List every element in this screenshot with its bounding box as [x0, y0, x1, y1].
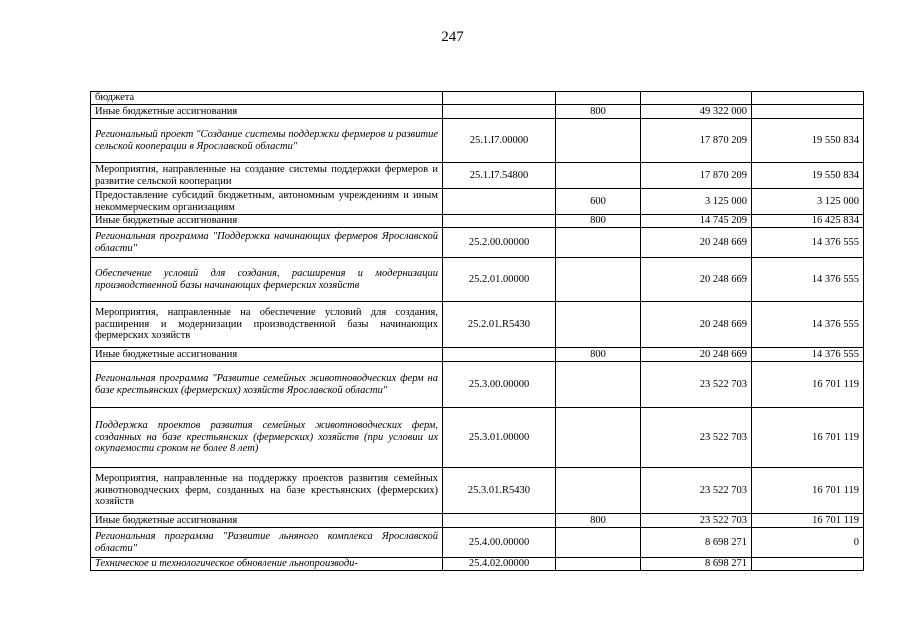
row-code: 25.2.01.R5430: [443, 302, 556, 348]
row-amount-year1: 20 248 669: [641, 302, 752, 348]
row-expense-type: [556, 468, 641, 514]
table-row: [91, 348, 864, 362]
row-code: 25.1.I7.00000: [443, 119, 556, 163]
row-expense-type: 600: [556, 189, 641, 215]
row-code: 25.4.02.00000: [443, 558, 556, 571]
table-row: [91, 302, 864, 348]
row-code: 25.3.01.R5430: [443, 468, 556, 514]
row-expense-type: [556, 528, 641, 558]
row-name: Региональная программа "Поддержка начинающих фермеров Ярославской области": [91, 228, 443, 258]
row-amount-year1: 8 698 271: [641, 528, 752, 558]
row-name: Иные бюджетные ассигнования: [91, 514, 443, 528]
table-row: [91, 105, 864, 119]
row-expense-type: [556, 362, 641, 408]
row-code: 25.3.01.00000: [443, 408, 556, 468]
row-expense-type: [556, 163, 641, 189]
row-expense-type: 800: [556, 215, 641, 228]
table-row: [91, 528, 864, 558]
row-amount-year1: 23 522 703: [641, 468, 752, 514]
row-name: Иные бюджетные ассигнования: [91, 215, 443, 228]
row-expense-type: [556, 92, 641, 105]
row-code: [443, 92, 556, 105]
row-amount-year1: [641, 92, 752, 105]
row-amount-year2: 14 376 555: [752, 258, 864, 302]
row-code: 25.2.00.00000: [443, 228, 556, 258]
row-amount-year2: [752, 105, 864, 119]
row-code: [443, 105, 556, 119]
table-row: [91, 408, 864, 468]
table-row: [91, 258, 864, 302]
row-expense-type: [556, 119, 641, 163]
row-amount-year2: 19 550 834: [752, 163, 864, 189]
table-row: [91, 514, 864, 528]
table-row: [91, 228, 864, 258]
row-code: 25.2.01.00000: [443, 258, 556, 302]
row-amount-year1: 20 248 669: [641, 258, 752, 302]
row-code: [443, 514, 556, 528]
table-row: [91, 92, 864, 105]
row-amount-year2: 16 701 119: [752, 408, 864, 468]
row-amount-year2: 14 376 555: [752, 228, 864, 258]
table-row: [91, 215, 864, 228]
row-expense-type: [556, 228, 641, 258]
row-code: 25.4.00.00000: [443, 528, 556, 558]
row-expense-type: [556, 558, 641, 571]
row-expense-type: [556, 408, 641, 468]
row-code: [443, 189, 556, 215]
row-amount-year1: 3 125 000: [641, 189, 752, 215]
row-amount-year1: 23 522 703: [641, 362, 752, 408]
row-name: Техническое и технологическое обновление льнопроизводи-: [91, 558, 443, 571]
row-name: Мероприятия, направленные на создание системы поддержки фермеров и развитие сельской кооперации: [91, 163, 443, 189]
row-name: Предоставление субсидий бюджетным, автономным учреждениям и иным некоммерческим организациям: [91, 189, 443, 215]
row-name: Иные бюджетные ассигнования: [91, 348, 443, 362]
row-amount-year1: 14 745 209: [641, 215, 752, 228]
row-amount-year2: 16 701 119: [752, 362, 864, 408]
row-name: Региональный проект "Создание системы поддержки фермеров и развитие сельской кооперации в Ярославской области": [91, 119, 443, 163]
row-name: Поддержка проектов развития семейных животноводческих ферм, созданных на базе крестьянских (фермерских) хозяйств (при условии их окупаемости сроком не более 8 лет): [91, 408, 443, 468]
row-amount-year1: 17 870 209: [641, 119, 752, 163]
row-amount-year2: [752, 558, 864, 571]
row-expense-type: [556, 258, 641, 302]
row-name: бюджета: [91, 92, 443, 105]
row-amount-year1: 20 248 669: [641, 228, 752, 258]
row-expense-type: 800: [556, 514, 641, 528]
table-row: [91, 119, 864, 163]
table-row: [91, 362, 864, 408]
row-amount-year1: 20 248 669: [641, 348, 752, 362]
row-amount-year1: 23 522 703: [641, 514, 752, 528]
row-amount-year2: 3 125 000: [752, 189, 864, 215]
row-name: Мероприятия, направленные на поддержку проектов развития семейных животноводческих ферм, созданных на базе крестьянских (фермерских) хозяйств: [91, 468, 443, 514]
row-amount-year2: 14 376 555: [752, 302, 864, 348]
row-amount-year1: 23 522 703: [641, 408, 752, 468]
row-code: 25.3.00.00000: [443, 362, 556, 408]
row-code: [443, 215, 556, 228]
row-name: Мероприятия, направленные на обеспечение условий для создания, расширения и модернизации производственной базы начинающих фермерских хозяйств: [91, 302, 443, 348]
row-name: Обеспечение условий для создания, расширения и модернизации производственной базы начинающих фермерских хозяйств: [91, 258, 443, 302]
row-amount-year2: 14 376 555: [752, 348, 864, 362]
row-amount-year2: [752, 92, 864, 105]
row-name: Иные бюджетные ассигнования: [91, 105, 443, 119]
row-code: [443, 348, 556, 362]
row-amount-year2: 16 425 834: [752, 215, 864, 228]
row-expense-type: 800: [556, 348, 641, 362]
row-expense-type: [556, 302, 641, 348]
row-name: Региональная программа "Развитие льняного комплекса Ярославской области": [91, 528, 443, 558]
row-amount-year1: 49 322 000: [641, 105, 752, 119]
row-amount-year2: 16 701 119: [752, 514, 864, 528]
row-amount-year1: 17 870 209: [641, 163, 752, 189]
table-row: [91, 558, 864, 571]
table-row: [91, 163, 864, 189]
page-number: 247: [441, 29, 464, 45]
row-amount-year2: 19 550 834: [752, 119, 864, 163]
budget-table: [90, 91, 864, 571]
row-amount-year1: 8 698 271: [641, 558, 752, 571]
table-row: [91, 468, 864, 514]
table-row: [91, 189, 864, 215]
row-expense-type: 800: [556, 105, 641, 119]
row-code: 25.1.I7.54800: [443, 163, 556, 189]
row-amount-year2: 0: [752, 528, 864, 558]
row-amount-year2: 16 701 119: [752, 468, 864, 514]
row-name: Региональная программа "Развитие семейных животноводческих ферм на базе крестьянских (фермерских) хозяйств Ярославской области": [91, 362, 443, 408]
